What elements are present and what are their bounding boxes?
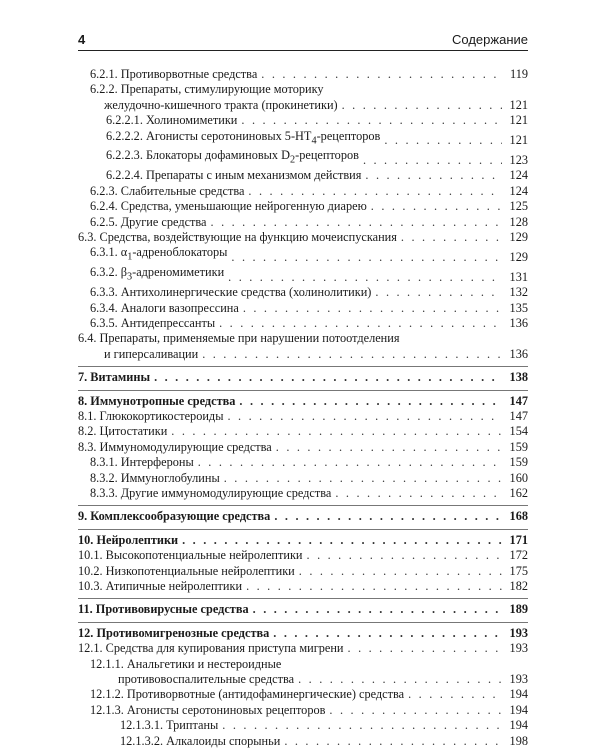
toc-entry-8-3[interactable]: 8.3. Иммуномодулирующие средства . . . 159 (78, 440, 528, 455)
toc-entry-8-3-2[interactable]: 8.3.2. Иммуноглобулины . . . 160 (78, 471, 528, 486)
toc-chapter-9[interactable]: 9. Комплексообразующие средства . . . 168 (78, 505, 528, 524)
toc-entry-12-1-3[interactable]: 12.1.3. Агонисты серотониновых рецепторов . . . 194 (78, 703, 528, 718)
toc-entry-6-3-4[interactable]: 6.3.4. Аналоги вазопрессина . . . 135 (78, 301, 528, 316)
toc-entry-6-2-2[interactable]: желудочно-кишечного тракта (прокинетики) . . . 121 (78, 98, 528, 113)
toc-entry-8-1[interactable]: 8.1. Глюкокортикостероиды . . . 147 (78, 409, 528, 424)
toc-chapter-8[interactable]: 8. Иммунотропные средства . . . 147 (78, 390, 528, 409)
toc-entry-6-2-3[interactable]: 6.2.3. Слабительные средства . . . 124 (78, 184, 528, 199)
toc-entry-6-2-2-2[interactable]: 6.2.2.2. Агонисты серотониновых $5-HT_4$-рецепторов . . . 121 (78, 129, 528, 149)
toc-entry-8-3-1[interactable]: 8.3.1. Интерфероны . . . 159 (78, 455, 528, 470)
page-number: 4 (78, 32, 86, 47)
toc-entry-10-1[interactable]: 10.1. Высокопотенциальные нейролептики . . . 172 (78, 548, 528, 563)
toc-chapter-10[interactable]: 10. Нейролептики . . . 171 (78, 529, 528, 548)
toc-entry-8-2[interactable]: 8.2. Цитостатики . . . 154 (78, 424, 528, 439)
page-header (78, 32, 528, 51)
toc-chapter-12[interactable]: 12. Противомигренозные средства . . . 193 (78, 622, 528, 641)
table-of-contents (78, 67, 528, 749)
running-title: Содержание (452, 32, 528, 47)
toc-entry-6-3-2[interactable]: 6.3.2. $\beta_3$-адреномиметики . . . 131 (78, 265, 528, 285)
toc-entry-6-3-3[interactable]: 6.3.3. Антихолинергические средства (холинолитики) . . . 132 (78, 285, 528, 300)
toc-entry-6-4[interactable]: и гиперсаливации . . . 136 (78, 347, 528, 362)
toc-entry-6-2-2-4[interactable]: 6.2.2.4. Препараты с иным механизмом действия . . . 124 (78, 168, 528, 183)
toc-entry-6-2-2-3[interactable]: 6.2.2.3. Блокаторы дофаминовых $D_2$-рецепторов . . . 123 (78, 148, 528, 168)
toc-entry-10-3[interactable]: 10.3. Атипичные нейролептики . . . 182 (78, 579, 528, 594)
toc-entry-6-2-5[interactable]: 6.2.5. Другие средства . . . 128 (78, 215, 528, 230)
toc-chapter-7[interactable]: 7. Витамины . . . 138 (78, 366, 528, 385)
toc-chapter-11[interactable]: 11. Противовирусные средства . . . 189 (78, 598, 528, 617)
toc-entry-8-3-3[interactable]: 8.3.3. Другие иммуномодулирующие средства . . . 162 (78, 486, 528, 501)
toc-entry-6-2-1[interactable]: 6.2.1. Противорвотные средства . . . 119 (78, 67, 528, 82)
toc-entry-6-2-2-1[interactable]: 6.2.2.1. Холиномиметики . . . 121 (78, 113, 528, 128)
toc-entry-6-4-line1: 6.4. Препараты, применяемые при нарушении потоотделения (78, 331, 400, 346)
toc-entry-6-3-1[interactable]: 6.3.1. $\alpha_1$-адреноблокаторы . . . 129 (78, 245, 528, 265)
toc-entry-6-3[interactable]: 6.3. Средства, воздействующие на функцию мочеиспускания . . . 129 (78, 230, 528, 245)
toc-entry-12-1-1-line1: 12.1.1. Анальгетики и нестероидные (90, 656, 282, 671)
toc-entry-12-1-3-1[interactable]: 12.1.3.1. Триптаны . . . 194 (78, 718, 528, 733)
toc-entry-6-3-5[interactable]: 6.3.5. Антидепрессанты . . . 136 (78, 316, 528, 331)
toc-entry-12-1[interactable]: 12.1. Средства для купирования приступа мигрени . . . 193 (78, 641, 528, 656)
toc-entry-12-1-1[interactable]: противовоспалительные средства . . . 193 (78, 672, 528, 687)
toc-entry-12-1-2[interactable]: 12.1.2. Противорвотные (антидофаминергические) средства . . . 194 (78, 687, 528, 702)
toc-entry-12-1-3-2[interactable]: 12.1.3.2. Алкалоиды спорыньи . . . 198 (78, 734, 528, 749)
toc-entry-6-2-4[interactable]: 6.2.4. Средства, уменьшающие нейрогенную диарею . . . 125 (78, 199, 528, 214)
toc-entry-6-2-2-line1: 6.2.2. Препараты, стимулирующие моторику (90, 82, 324, 97)
toc-entry-10-2[interactable]: 10.2. Низкопотенциальные нейролептики . . . 175 (78, 564, 528, 579)
